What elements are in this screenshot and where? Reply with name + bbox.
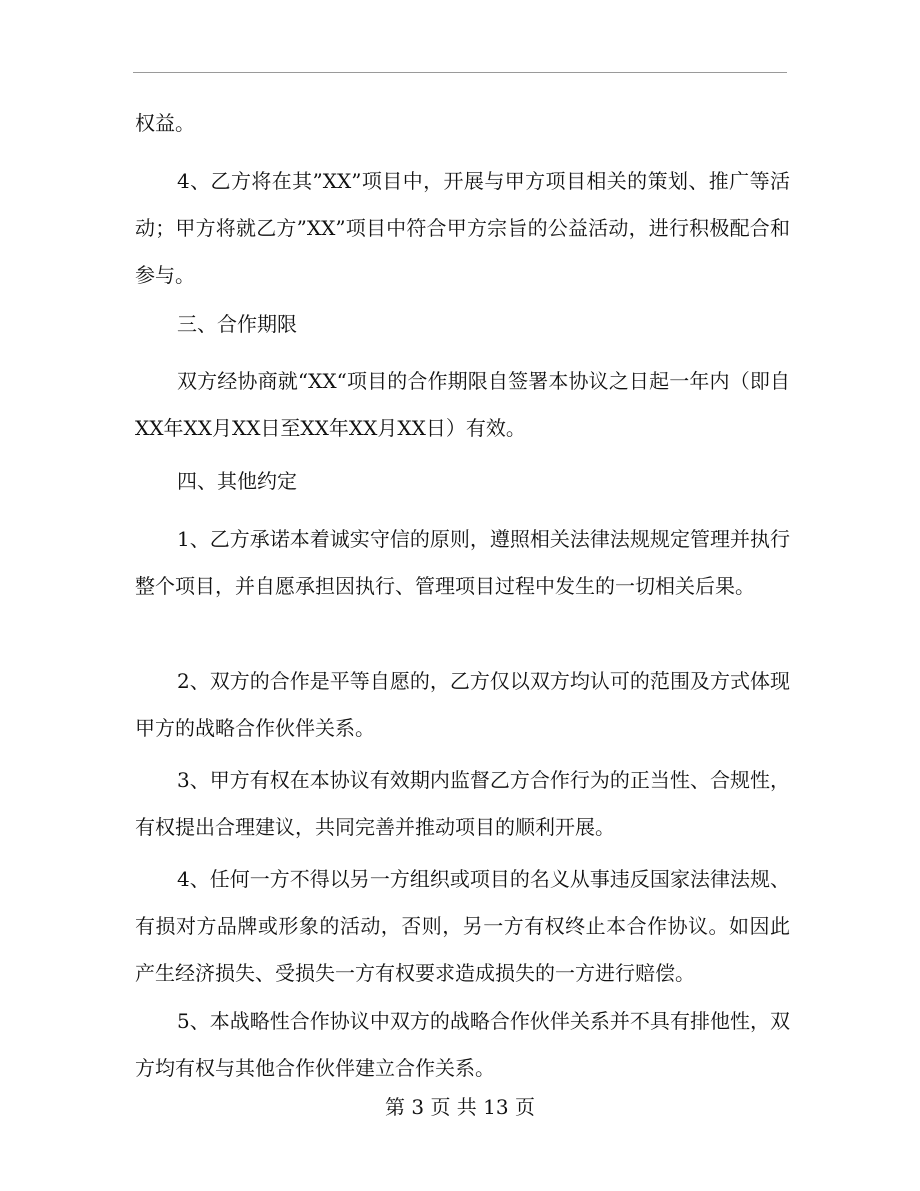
paragraph-continuation: 权益。	[135, 111, 195, 135]
paragraph-clause-2-4: 4、乙方将在其”XX”项目中，开展与甲方项目相关的策划、推广等活动；甲方将就乙方”XX”项目中符合甲方宗旨的公益活动，进行积极配合和参与。	[135, 169, 790, 287]
section-heading-other-terms: 四、其他约定	[177, 469, 297, 493]
header-rule	[133, 72, 787, 73]
paragraph-other-5: 5、本战略性合作协议中双方的战略合作伙伴关系并不具有排他性，双方均有权与其他合作伙伴建立合作关系。	[135, 1009, 790, 1080]
paragraph-other-2: 2、双方的合作是平等自愿的，乙方仅以双方均认可的范围及方式体现甲方的战略合作伙伴关系。	[135, 669, 790, 740]
section-heading-cooperation-term: 三、合作期限	[177, 312, 297, 336]
paragraph-term: 双方经协商就“XX“项目的合作期限自签署本协议之日起一年内（即自XX年XX月XX日至XX年XX月XX日）有效。	[135, 369, 790, 440]
paragraph-other-1: 1、乙方承诺本着诚实守信的原则，遵照相关法律法规规定管理并执行整个项目，并自愿承担因执行、管理项目过程中发生的一切相关后果。	[135, 527, 790, 598]
page-number-footer: 第 3 页 共 13 页	[385, 1095, 535, 1119]
paragraph-other-3: 3、甲方有权在本协议有效期内监督乙方合作行为的正当性、合规性，有权提出合理建议，共同完善并推动项目的顺利开展。	[135, 768, 790, 839]
paragraph-other-4: 4、任何一方不得以另一方组织或项目的名义从事违反国家法律法规、有损对方品牌或形象的活动，否则，另一方有权终止本合作协议。如因此产生经济损失、受损失一方有权要求造成损失的一方进行赔偿。	[135, 867, 790, 985]
